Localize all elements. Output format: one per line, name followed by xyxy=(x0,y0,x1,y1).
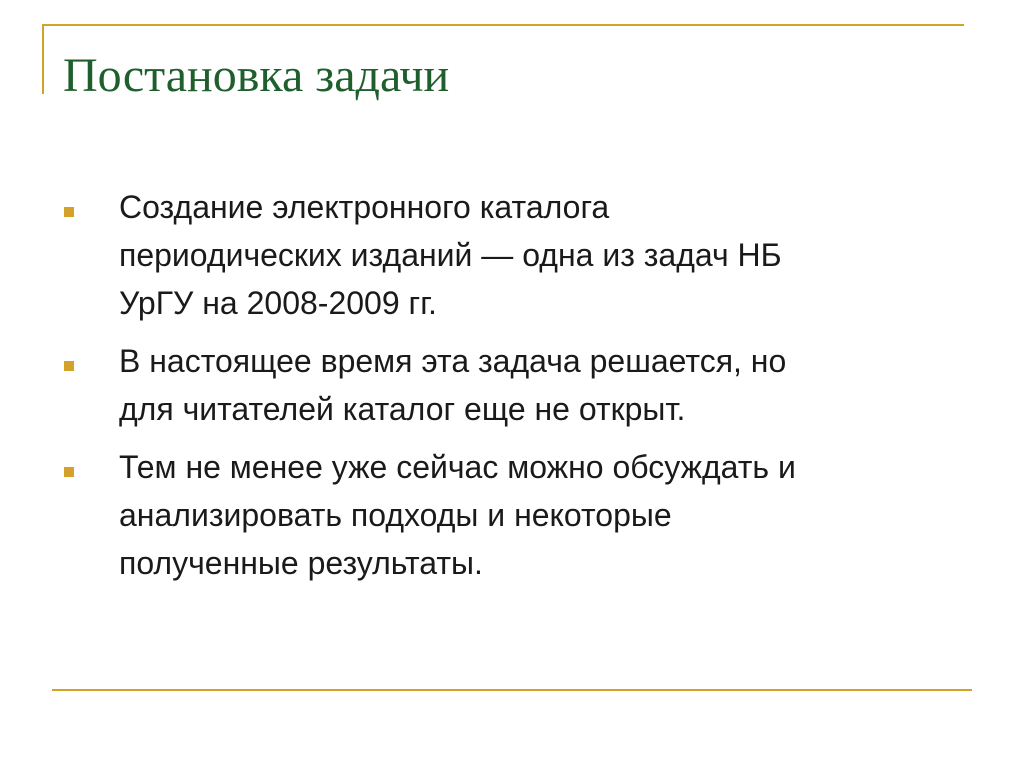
square-bullet-icon xyxy=(64,207,74,217)
bullet-list xyxy=(64,183,944,597)
bullet-item xyxy=(64,443,944,587)
bullet-text: Создание электронного каталога периодических изданий — одна из задач НБ УрГУ на 2008-2009 гг. xyxy=(119,189,782,321)
slide-title: Постановка задачи xyxy=(63,49,450,102)
frame-left-line xyxy=(42,24,44,94)
frame-bottom-line xyxy=(52,689,972,691)
bullet-text: Тем не менее уже сейчас можно обсуждать и анализировать подходы и некоторые полученные результаты. xyxy=(119,449,796,581)
square-bullet-icon xyxy=(64,361,74,371)
bullet-item xyxy=(64,183,944,327)
square-bullet-icon xyxy=(64,467,74,477)
frame-top-line xyxy=(42,24,964,26)
bullet-text: В настоящее время эта задача решается, но для читателей каталог еще не открыт. xyxy=(119,343,787,427)
bullet-item xyxy=(64,337,944,433)
